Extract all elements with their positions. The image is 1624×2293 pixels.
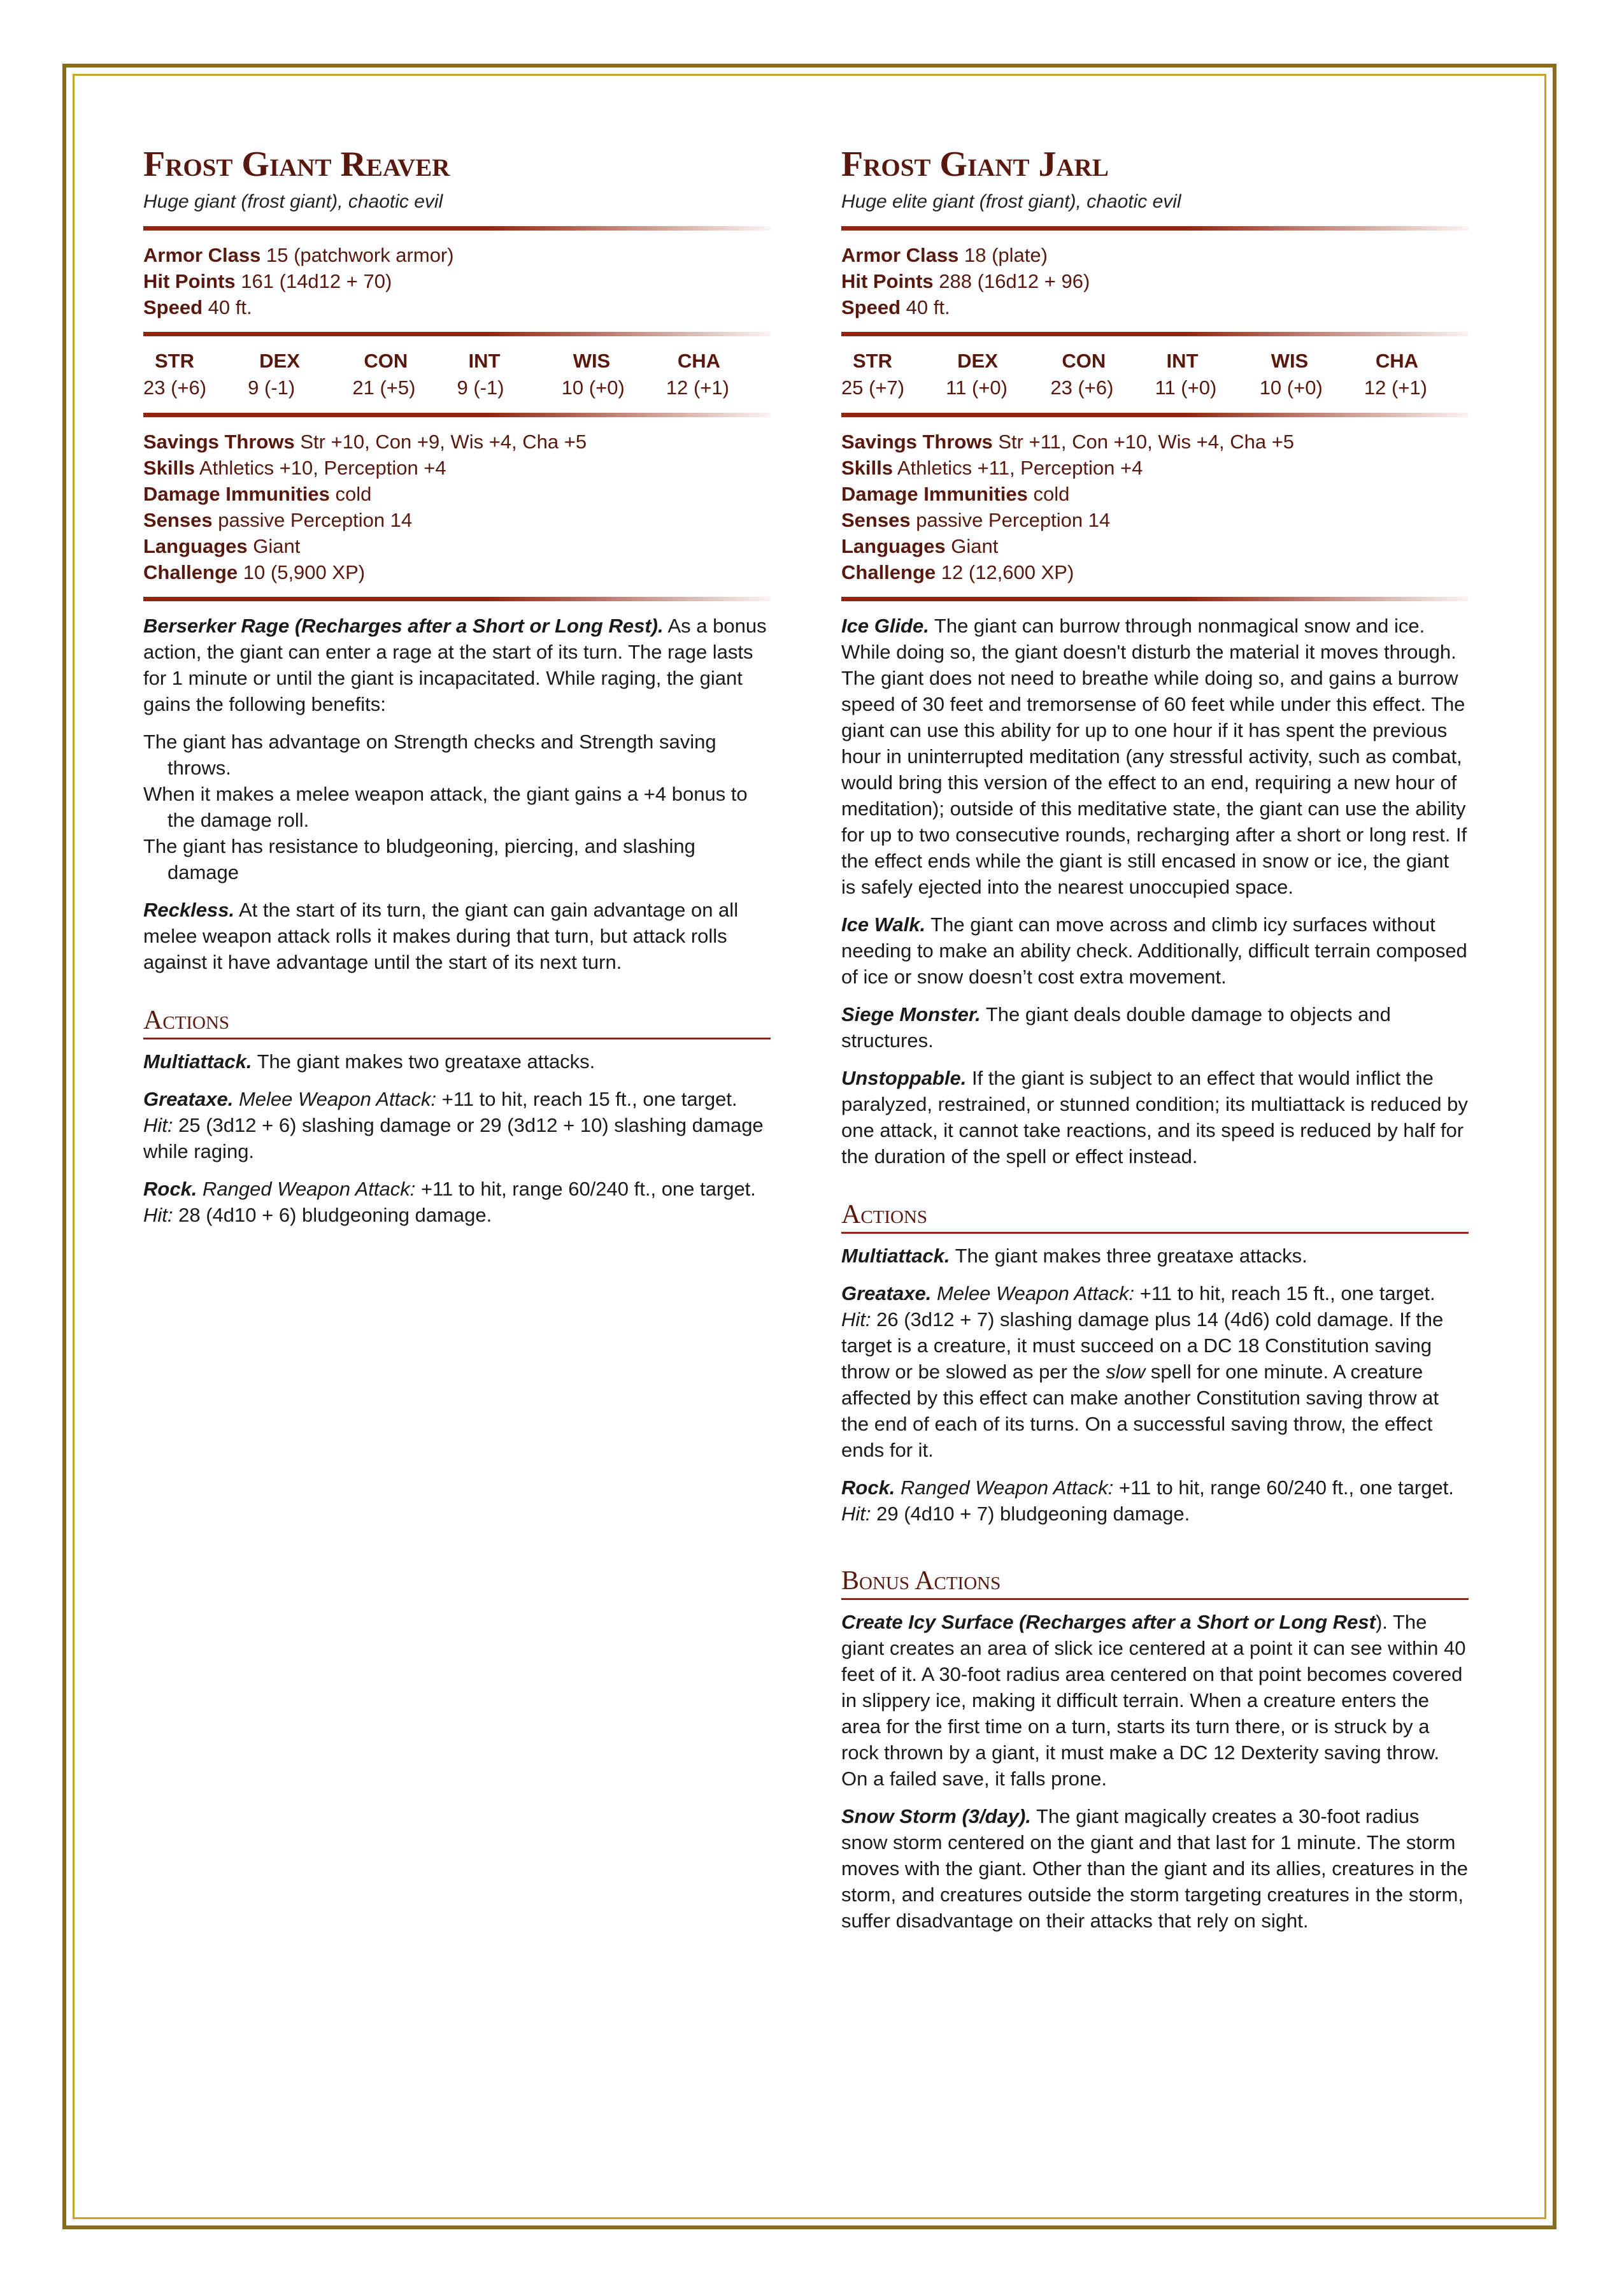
hit-points: Hit Points 288 (16d12 + 96) bbox=[841, 270, 1090, 292]
list-item: The giant has resistance to bludgeoning, piercing, and slashing damage bbox=[143, 835, 695, 883]
action-greataxe: Greataxe. Melee Weapon Attack: +11 to hit, reach 15 ft., one target. Hit: 26 (3d12 + 7) slashing damage plus 14 (4d6) cold damage. If the target is a creature, it must succeed on a DC 18 Constitution saving throw or be slowed as per the slow spell for one minute. A creature affected by this effect can make another Constitution saving throw at the end of each of its turns. On a successful saving throw, the effect ends for it. bbox=[841, 1282, 1444, 1461]
languages: Languages Giant bbox=[143, 535, 301, 557]
armor-class: Armor Class 18 (plate) bbox=[841, 244, 1048, 266]
trait-ice-glide: Ice Glide. The giant can burrow through nonmagical snow and ice. While doing so, the giant doesn't disturb the material it moves through. The giant does not need to breathe while doing so, and gains a burrow speed of 30 feet and tremorsense of 60 feet while under this effect. The giant can use this ability for up to one hour if it has spent the previous hour in uninterrupted meditation (any stressful activity, such as combat, would bring this version of the effect to an end, requiring a new hour of meditation); outside of this meditative state, the giant can use the ability for up to two consecutive rounds, recharging after a short or long rest. If the effect ends while the giant is still encased in snow or ice, the giant is safely ejected into the nearest unoccupied space. bbox=[841, 615, 1467, 898]
ability-str: STR 25 (+7) bbox=[841, 350, 905, 399]
senses: Senses passive Perception 14 bbox=[143, 509, 413, 531]
action-rock: Rock. Ranged Weapon Attack: +11 to hit, range 60/240 ft., one target. Hit: 29 (4d10 + 7) bludgeoning damage. bbox=[841, 1476, 1454, 1525]
hit-points: Hit Points 161 (14d12 + 70) bbox=[143, 270, 392, 292]
ability-scores bbox=[841, 348, 1469, 401]
stat-block-left bbox=[143, 143, 771, 1239]
ability-cha: CHA 12 (+1) bbox=[666, 350, 729, 399]
ability-dex: DEX 9 (-1) bbox=[248, 350, 300, 399]
saving-throws: Savings Throws Str +10, Con +9, Wis +4, Cha +5 bbox=[143, 431, 587, 453]
damage-immunities: Damage Immunities cold bbox=[143, 483, 372, 505]
saving-throws: Savings Throws Str +11, Con +10, Wis +4, Cha +5 bbox=[841, 431, 1295, 453]
ability-dex: DEX 11 (+0) bbox=[946, 350, 1008, 399]
ability-con: CON 21 (+5) bbox=[352, 350, 416, 399]
divider bbox=[143, 332, 771, 336]
action-greataxe: Greataxe. Melee Weapon Attack: +11 to hit, reach 15 ft., one target. Hit: 25 (3d12 + 6) slashing damage or 29 (3d12 + 10) slashing damage while raging. bbox=[143, 1088, 764, 1162]
divider bbox=[143, 226, 771, 231]
list-item: When it makes a melee weapon attack, the giant gains a +4 bonus to the damage roll. bbox=[143, 783, 748, 831]
divider bbox=[841, 597, 1469, 601]
divider bbox=[841, 226, 1469, 231]
divider bbox=[143, 413, 771, 417]
ability-int: INT 11 (+0) bbox=[1155, 350, 1217, 399]
action-rock: Rock. Ranged Weapon Attack: +11 to hit, range 60/240 ft., one target. Hit: 28 (4d10 + 6) bludgeoning damage. bbox=[143, 1178, 756, 1226]
bonus-snow-storm: Snow Storm (3/day). The giant magically creates a 30-foot radius snow storm centered on the giant and that last for 1 minute. The storm moves with the giant. Other than the giant and its allies, creatures in the storm, and creatures outside the storm targeting creatures in the storm, suffer disadvantage on their attacks that rely on sight. bbox=[841, 1805, 1468, 1932]
armor-class: Armor Class 15 (patchwork armor) bbox=[143, 244, 454, 266]
bonus-actions-header: Bonus Actions bbox=[841, 1565, 1469, 1600]
ability-wis: WIS 10 (+0) bbox=[1259, 350, 1323, 399]
stat-block-right bbox=[841, 143, 1469, 1945]
speed: Speed 40 ft. bbox=[841, 296, 950, 318]
creature-type: Huge giant (frost giant), chaotic evil bbox=[143, 191, 443, 212]
creature-name: Frost Giant Jarl bbox=[841, 145, 1109, 184]
skills: Skills Athletics +10, Perception +4 bbox=[143, 457, 446, 479]
divider bbox=[143, 597, 771, 601]
damage-immunities: Damage Immunities cold bbox=[841, 483, 1070, 505]
bonus-create-icy-surface: Create Icy Surface (Recharges after a Short or Long Rest). The giant creates an area of slick ice centered at a point it can see within 40 feet of it. A 30-foot radius area centered on that point becomes covered in slippery ice, making it difficult terrain. When a creature enters the area for the first time on a turn, starts its turn there, or is struck by a rock thrown by a giant, it must make a DC 12 Dexterity saving throw. On a failed save, it falls prone. bbox=[841, 1611, 1466, 1790]
ability-str: STR 23 (+6) bbox=[143, 350, 207, 399]
action-multiattack: Multiattack. The giant makes three greataxe attacks. bbox=[841, 1245, 1307, 1267]
ability-wis: WIS 10 (+0) bbox=[561, 350, 625, 399]
trait-berserker-rage: Berserker Rage (Recharges after a Short or Long Rest). As a bonus action, the giant can enter a rage at the start of its turn. The rage lasts for 1 minute or until the giant is incapacitated. While raging, the giant gains the following benefits: bbox=[143, 615, 767, 715]
challenge: Challenge 12 (12,600 XP) bbox=[841, 561, 1074, 583]
speed: Speed 40 ft. bbox=[143, 296, 252, 318]
senses: Senses passive Perception 14 bbox=[841, 509, 1111, 531]
divider bbox=[841, 413, 1469, 417]
trait-reckless: Reckless. At the start of its turn, the giant can gain advantage on all melee weapon attack rolls it makes during that turn, but attack rolls against it have advantage until the start of its next turn. bbox=[143, 899, 739, 973]
creature-type: Huge elite giant (frost giant), chaotic evil bbox=[841, 191, 1181, 212]
actions-header: Actions bbox=[143, 1004, 771, 1039]
skills: Skills Athletics +11, Perception +4 bbox=[841, 457, 1143, 479]
ability-int: INT 9 (-1) bbox=[457, 350, 504, 399]
ability-scores bbox=[143, 348, 771, 401]
list-item: The giant has advantage on Strength checks and Strength saving throws. bbox=[143, 731, 716, 779]
challenge: Challenge 10 (5,900 XP) bbox=[143, 561, 366, 583]
trait-unstoppable: Unstoppable. If the giant is subject to an effect that would inflict the paralyzed, restrained, or stunned condition; its multiattack is reduced by one attack, it cannot take reactions, and its speed is reduced by half for the duration of the spell or effect instead. bbox=[841, 1067, 1468, 1168]
ability-con: CON 23 (+6) bbox=[1050, 350, 1114, 399]
trait-ice-walk: Ice Walk. The giant can move across and climb icy surfaces without needing to make an ability check. Additionally, difficult terrain composed of ice or snow doesn’t cost extra movement. bbox=[841, 913, 1467, 988]
languages: Languages Giant bbox=[841, 535, 999, 557]
rage-benefits-list bbox=[143, 729, 771, 885]
action-multiattack: Multiattack. The giant makes two greataxe attacks. bbox=[143, 1050, 595, 1073]
creature-name: Frost Giant Reaver bbox=[143, 145, 450, 184]
trait-siege-monster: Siege Monster. The giant deals double damage to objects and structures. bbox=[841, 1003, 1391, 1052]
actions-header: Actions bbox=[841, 1199, 1469, 1234]
divider bbox=[841, 332, 1469, 336]
ability-cha: CHA 12 (+1) bbox=[1364, 350, 1427, 399]
